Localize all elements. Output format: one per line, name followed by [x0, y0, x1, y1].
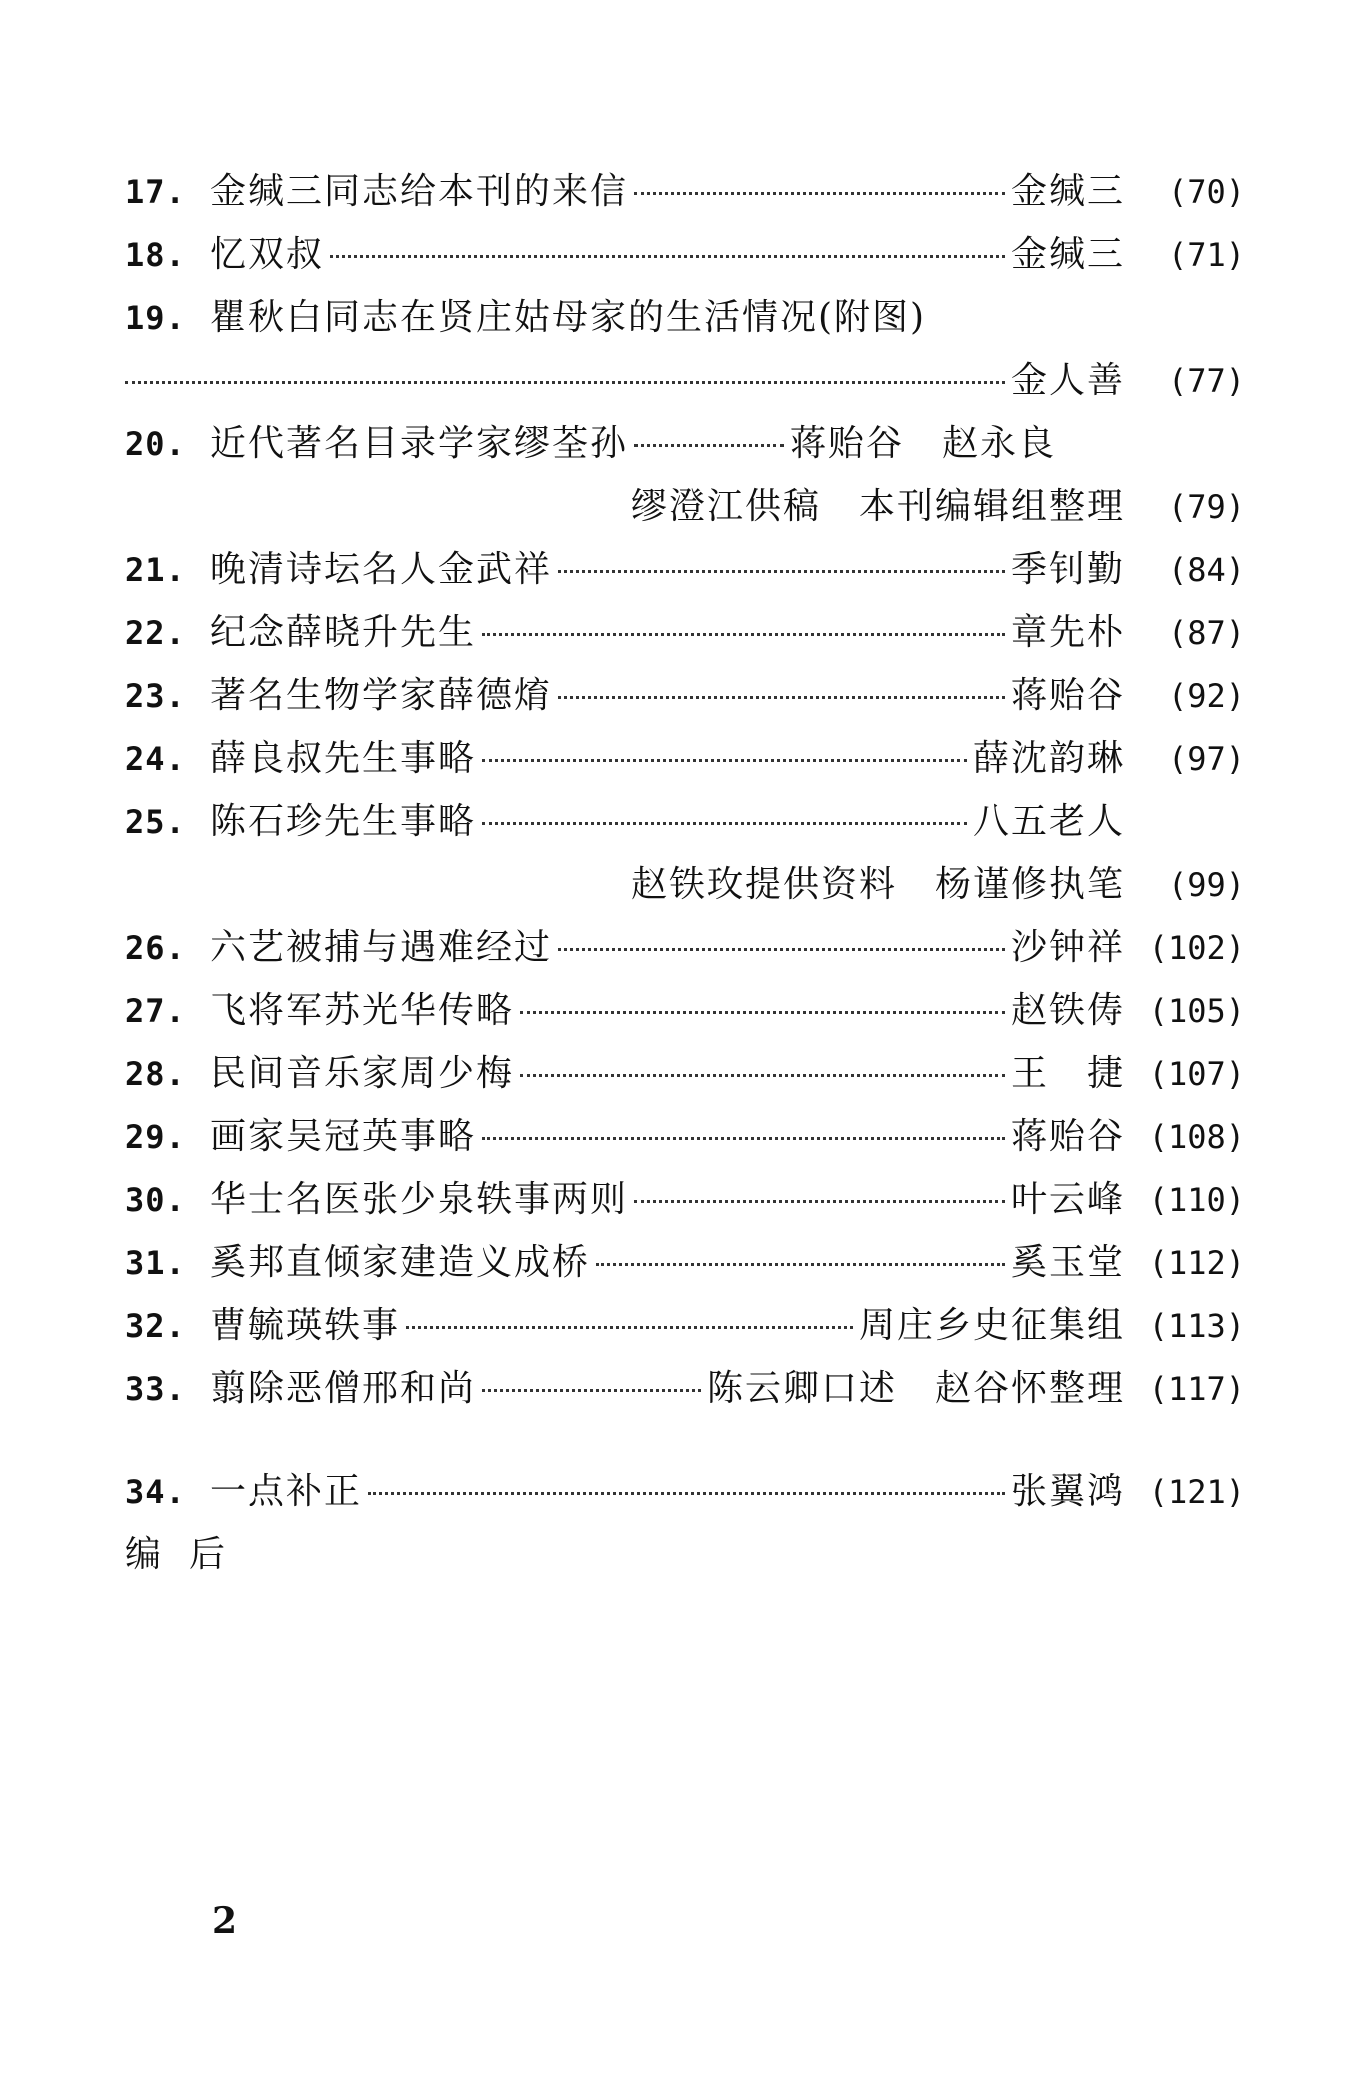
toc-entry-22 [125, 601, 1245, 664]
entry-author: 陈云卿口述 赵谷怀整理 [706, 1368, 1125, 1409]
entry-page: (117) [1148, 1370, 1245, 1408]
entry-page: (99) [1167, 866, 1245, 904]
entry-author: 奚玉堂 [1010, 1242, 1125, 1283]
entry-page: (77) [1167, 362, 1245, 400]
entry-number: 32. [125, 1307, 186, 1345]
entry-author: 金缄三 [1010, 234, 1125, 275]
toc-entry-26 [125, 916, 1245, 979]
entry-number: 19. [125, 299, 186, 337]
toc-entry-21 [125, 538, 1245, 601]
entry-title: 飞将军苏光华传略 [210, 990, 515, 1031]
entry-page: (70) [1167, 173, 1245, 211]
dot-leader [558, 570, 1005, 573]
entry-number: 22. [125, 614, 186, 652]
entry-title: 近代著名目录学家缪荃孙 [210, 423, 629, 464]
entry-number: 21. [125, 551, 186, 589]
entry-page: (112) [1148, 1244, 1245, 1282]
toc-entry-25-cont [125, 853, 1245, 916]
entry-page: (92) [1167, 677, 1245, 715]
dot-leader [634, 192, 1005, 195]
page-number: 2 [212, 1900, 238, 1942]
entry-number: 33. [125, 1370, 186, 1408]
dot-leader [634, 444, 784, 447]
entry-page: (79) [1167, 488, 1245, 526]
entry-number: 29. [125, 1118, 186, 1156]
dot-leader [520, 1074, 1005, 1077]
entry-number: 31. [125, 1244, 186, 1282]
entry-title: 纪念薛晓升先生 [210, 612, 477, 653]
entry-page: (71) [1167, 236, 1245, 274]
entry-author: 章先朴 [1010, 612, 1125, 653]
toc-entry-19-cont [125, 349, 1245, 412]
toc-entry-32 [125, 1294, 1245, 1357]
entry-author: 沙钟祥 [1010, 927, 1125, 968]
toc-entry-28 [125, 1042, 1245, 1105]
toc-entry-34 [125, 1460, 1245, 1523]
entry-page: (107) [1148, 1055, 1245, 1093]
entry-author: 周庄乡史征集组 [858, 1305, 1125, 1346]
toc-entry-24 [125, 727, 1245, 790]
entry-page: (113) [1148, 1307, 1245, 1345]
toc-entry-25 [125, 790, 1245, 853]
entry-author: 赵铁俦 [1010, 990, 1125, 1031]
entry-title: 忆双叔 [210, 234, 325, 275]
dot-leader [406, 1326, 853, 1329]
entry-title: 六艺被捕与遇难经过 [210, 927, 553, 968]
dot-leader [558, 948, 1005, 951]
entry-title: 著名生物学家薛德焴 [210, 675, 553, 716]
entry-author-cont: 缪澄江供稿 本刊编辑组整理 [630, 486, 1125, 527]
entry-page: (102) [1148, 929, 1245, 967]
entry-number: 20. [125, 425, 186, 463]
toc-entry-27 [125, 979, 1245, 1042]
entry-number: 34. [125, 1473, 186, 1511]
entry-number: 30. [125, 1181, 186, 1219]
entry-author: 金人善 [1010, 360, 1125, 401]
entry-page: (97) [1167, 740, 1245, 778]
entry-author-cont: 赵铁玫提供资料 杨谨修执笔 [630, 864, 1125, 905]
entry-author: 金缄三 [1010, 171, 1125, 212]
entry-title: 曹毓瑛轶事 [210, 1305, 401, 1346]
toc-entry-20 [125, 412, 1245, 475]
entry-number: 17. [125, 173, 186, 211]
dot-leader [125, 381, 1005, 384]
toc-entry-31 [125, 1231, 1245, 1294]
entry-title: 翦除恶僧邢和尚 [210, 1368, 477, 1409]
entry-number: 26. [125, 929, 186, 967]
entry-page: (108) [1148, 1118, 1245, 1156]
dot-leader [482, 633, 1005, 636]
entry-title: 奚邦直倾家建造义成桥 [210, 1242, 591, 1283]
entry-title: 画家吴冠英事略 [210, 1116, 477, 1157]
dot-leader [368, 1492, 1005, 1495]
entry-author: 张翼鸿 [1010, 1471, 1125, 1512]
toc-entry-18 [125, 223, 1245, 286]
entry-title: 金缄三同志给本刊的来信 [210, 171, 629, 212]
entry-page: (110) [1148, 1181, 1245, 1219]
dot-leader [482, 1137, 1005, 1140]
entry-number: 25. [125, 803, 186, 841]
entry-title: 瞿秋白同志在贤庄姑母家的生活情况(附图) [210, 297, 927, 338]
dot-leader [482, 759, 967, 762]
entry-number: 23. [125, 677, 186, 715]
dot-leader [596, 1263, 1005, 1266]
toc-entry-29 [125, 1105, 1245, 1168]
entry-author: 王 捷 [1010, 1053, 1125, 1094]
toc-entry-23 [125, 664, 1245, 727]
toc-entry-33 [125, 1357, 1245, 1420]
entry-author: 叶云峰 [1010, 1179, 1125, 1220]
entry-title: 晚清诗坛名人金武祥 [210, 549, 553, 590]
entry-title: 薛良叔先生事略 [210, 738, 477, 779]
editor-note-label: 编后 [125, 1534, 254, 1575]
entry-author: 季钊勤 [1010, 549, 1125, 590]
entry-author: 薛沈韵琳 [972, 738, 1125, 779]
entry-page: (105) [1148, 992, 1245, 1030]
entry-number: 24. [125, 740, 186, 778]
entry-number: 18. [125, 236, 186, 274]
dot-leader [558, 696, 1005, 699]
table-of-contents [125, 160, 1245, 1586]
dot-leader [520, 1011, 1005, 1014]
toc-entry-30 [125, 1168, 1245, 1231]
dot-leader [634, 1200, 1005, 1203]
entry-page: (84) [1167, 551, 1245, 589]
entry-number: 28. [125, 1055, 186, 1093]
entry-author: 蒋贻谷 [1010, 675, 1125, 716]
dot-leader [482, 822, 967, 825]
entry-page: (87) [1167, 614, 1245, 652]
entry-number: 27. [125, 992, 186, 1030]
toc-entry-17 [125, 160, 1245, 223]
section-gap [125, 1420, 1245, 1460]
entry-page: (121) [1148, 1473, 1245, 1511]
entry-author: 蒋贻谷 [1010, 1116, 1125, 1157]
entry-author: 八五老人 [972, 801, 1125, 842]
toc-entry-19 [125, 286, 1245, 349]
toc-entry-20-cont [125, 475, 1245, 538]
dot-leader [330, 255, 1005, 258]
entry-title: 一点补正 [210, 1471, 363, 1512]
dot-leader [482, 1389, 701, 1392]
entry-title: 民间音乐家周少梅 [210, 1053, 515, 1094]
entry-title: 陈石珍先生事略 [210, 801, 477, 842]
entry-author: 蒋贻谷 赵永良 [790, 423, 1057, 464]
entry-title: 华士名医张少泉轶事两则 [210, 1179, 629, 1220]
